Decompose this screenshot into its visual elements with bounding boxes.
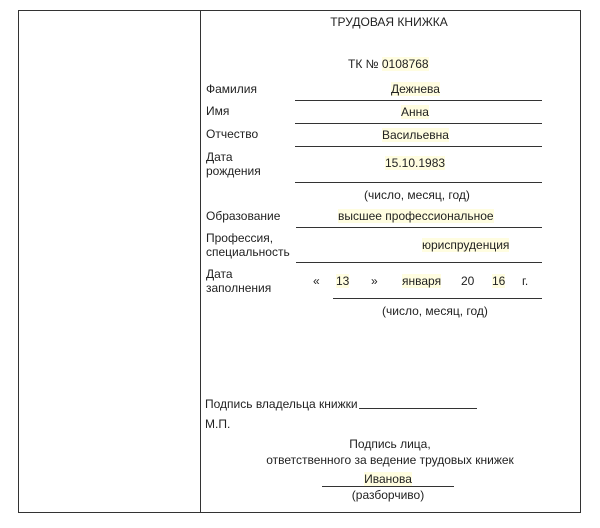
birth-underline <box>295 182 542 183</box>
surname-label: Фамилия <box>206 82 257 96</box>
responsible-line2: ответственного за ведение трудовых книжек <box>266 453 514 467</box>
fill-date-month: января <box>402 274 442 288</box>
responsible-name-wrap <box>322 472 454 486</box>
stamp-label: М.П. <box>205 417 231 431</box>
fill-date-quote-open: « <box>313 274 320 288</box>
birth-label-line2: рождения <box>206 164 261 178</box>
birth-value: 15.10.1983 <box>385 156 446 170</box>
patronymic-value: Васильевна <box>382 128 449 142</box>
fill-date-year-abbr: г. <box>522 274 529 288</box>
name-value: Анна <box>401 105 429 119</box>
page-divider <box>200 10 201 513</box>
tk-number-value: 0108768 <box>381 57 429 71</box>
profession-underline <box>296 262 542 263</box>
responsible-signature-line <box>322 486 454 487</box>
fill-date-label-line1: Дата <box>206 267 233 281</box>
fill-date-hint: (число, месяц, год) <box>382 304 488 318</box>
responsible-name: Иванова <box>364 472 412 486</box>
patronymic-underline <box>295 146 542 147</box>
education-underline <box>296 227 542 228</box>
surname-value: Дежнева <box>391 82 440 96</box>
birth-hint: (число, месяц, год) <box>364 188 470 202</box>
owner-signature-line <box>359 408 477 409</box>
fill-date-underline <box>333 298 542 299</box>
fill-date-year-suffix: 16 <box>492 274 506 288</box>
education-label: Образование <box>206 209 281 223</box>
fill-date-day: 13 <box>336 274 350 288</box>
fill-date-label-line2: заполнения <box>206 281 272 295</box>
birth-label-line1: Дата <box>206 150 233 164</box>
education-value: высшее профессиональное <box>338 209 494 223</box>
name-label: Имя <box>206 104 230 118</box>
fill-date-quote-close: » <box>371 274 378 288</box>
responsible-line1: Подпись лица, <box>349 437 431 451</box>
profession-label-line1: Профессия, <box>206 231 274 245</box>
name-underline <box>295 123 542 124</box>
responsible-hint: (разборчиво) <box>351 488 425 502</box>
profession-label-line2: специальность <box>206 245 290 259</box>
fill-date-year-prefix: 20 <box>461 274 475 288</box>
patronymic-label: Отчество <box>206 127 259 141</box>
tk-prefix: ТК № <box>348 57 379 71</box>
owner-signature-label: Подпись владельца книжки <box>205 397 358 411</box>
profession-value: юриспруденция <box>422 238 510 252</box>
surname-underline <box>295 100 542 101</box>
tk-number <box>348 57 429 71</box>
document-title: ТРУДОВАЯ КНИЖКА <box>330 15 448 29</box>
